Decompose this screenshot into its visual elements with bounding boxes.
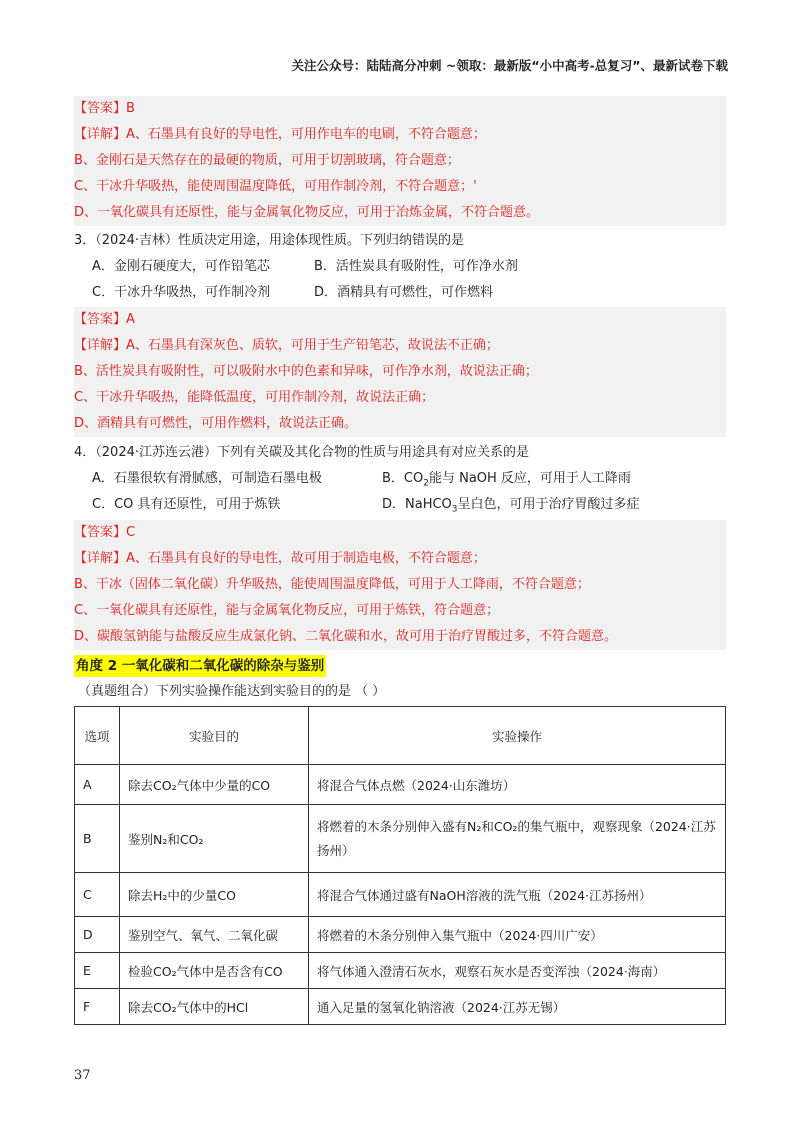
row-purpose: 除去CO₂气体中少量的CO [120,765,309,805]
table-row [75,873,726,917]
question-4: 4．（2024·江苏连云港）下列有关碳及其化合物的性质与用途具有对应关系的是 [74,445,529,460]
question-3: 3．（2024·吉林）性质决定用途，用途体现性质。下列归纳错误的是 [74,233,464,248]
row-option: C [75,873,120,917]
detail-line: D、酒精具有可燃性，可用作燃料，故说法正确。 [74,411,726,437]
table-row [75,989,726,1025]
table-row [75,805,726,873]
q4-option-b: B．$CO_2$能与 NaOH 反应，可用于人工降雨 [382,471,631,489]
q4-option-a: A．石墨很软有滑腻感，可制造石墨电极 [92,471,322,486]
detail-line: D、一氧化碳具有还原性，能与金属氧化物反应，可用于冶炼金属，不符合题意。 [74,200,726,226]
row-option: D [75,917,120,953]
q4-option-c: C．CO 具有还原性，可用于炼铁 [92,497,281,512]
page-header: 关注公众号：陆陆高分冲刺 ~领取：最新版“小中高考-总复习”、最新试卷下载 [291,58,728,73]
row-purpose: 检验CO₂气体中是否含有CO [120,953,309,989]
header-option: 选项 [75,707,120,765]
q3-option-c: C．干冰升华吸热，可作制冷剂 [92,285,271,300]
row-operation: 将燃着的木条分别伸入盛有N₂和CO₂的集气瓶中，观察现象（2024·江苏扬州） [309,805,726,873]
row-option: F [75,989,120,1025]
answer-line: 【答案】A [74,307,726,333]
row-operation: 将燃着的木条分别伸入集气瓶中（2024·四川广安） [309,917,726,953]
q3-option-b: B．活性炭具有吸附性，可作净水剂 [314,259,518,274]
row-option: B [75,805,120,873]
row-operation: 将气体通入澄清石灰水，观察石灰水是否变浑浊（2024·海南） [309,953,726,989]
row-option: A [75,765,120,805]
table-row [75,765,726,805]
header-purpose: 实验目的 [120,707,309,765]
q3-option-d: D．酒精具有可燃性，可作燃料 [314,285,494,300]
row-operation: 通入足量的氢氧化钠溶液（2024·江苏无锡） [309,989,726,1025]
experiment-table [74,706,726,1025]
detail-line: B、活性炭具有吸附性，可以吸附水中的色素和异味，可作净水剂，故说法正确； [74,359,726,385]
table-intro: （真题组合）下列实验操作能达到实验目的的是 （ ） [78,684,386,699]
row-purpose: 除去CO₂气体中的HCl [120,989,309,1025]
page-number: 37 [74,1068,91,1083]
detail-line: B、金刚石是天然存在的最硬的物质，可用于切割玻璃，符合题意； [74,148,726,174]
row-operation: 将混合气体点燃（2024·山东潍坊） [309,765,726,805]
row-purpose: 鉴别空气、氧气、二氧化碳 [120,917,309,953]
table-header-row [75,707,726,765]
detail-line: C、干冰升华吸热，能使周围温度降低，可用作制冷剂，不符合题意；' [74,174,726,200]
detail-line: 【详解】A、石墨具有深灰色、质软，可用于生产铅笔芯，故说法不正确； [74,333,726,359]
table-row [75,953,726,989]
detail-line: 【详解】A、石墨具有良好的导电性，可用作电车的电刷，不符合题意； [74,122,726,148]
detail-line: C、一氧化碳具有还原性，能与金属氧化物反应，可用于炼铁，符合题意； [74,598,726,624]
table-row [75,917,726,953]
header-operation: 实验操作 [309,707,726,765]
row-option: E [75,953,120,989]
section-title: 角度 2 一氧化碳和二氧化碳的除杂与鉴别 [74,655,326,677]
answer-line: 【答案】C [74,520,726,546]
q3-option-a: A．金刚石硬度大，可作铅笔芯 [92,259,270,274]
detail-line: B、干冰（固体二氧化碳）升华吸热，能使周围温度降低，可用于人工降雨，不符合题意； [74,572,726,598]
row-operation: 将混合气体通过盛有NaOH溶液的洗气瓶（2024·江苏扬州） [309,873,726,917]
row-purpose: 除去H₂中的少量CO [120,873,309,917]
detail-line: C、干冰升华吸热，能降低温度，可用作制冷剂，故说法正确； [74,385,726,411]
detail-line: D、碳酸氢钠能与盐酸反应生成氯化钠、二氧化碳和水，故可用于治疗胃酸过多，不符合题意。 [74,624,726,650]
detail-line: 【详解】A、石墨具有良好的导电性，故可用于制造电极，不符合题意； [74,546,726,572]
answer-line: 【答案】B [74,96,726,122]
row-purpose: 鉴别N₂和CO₂ [120,805,309,873]
q4-option-d: D．NaHCO$_3$呈白色，可用于治疗胃酸过多症 [382,497,640,515]
